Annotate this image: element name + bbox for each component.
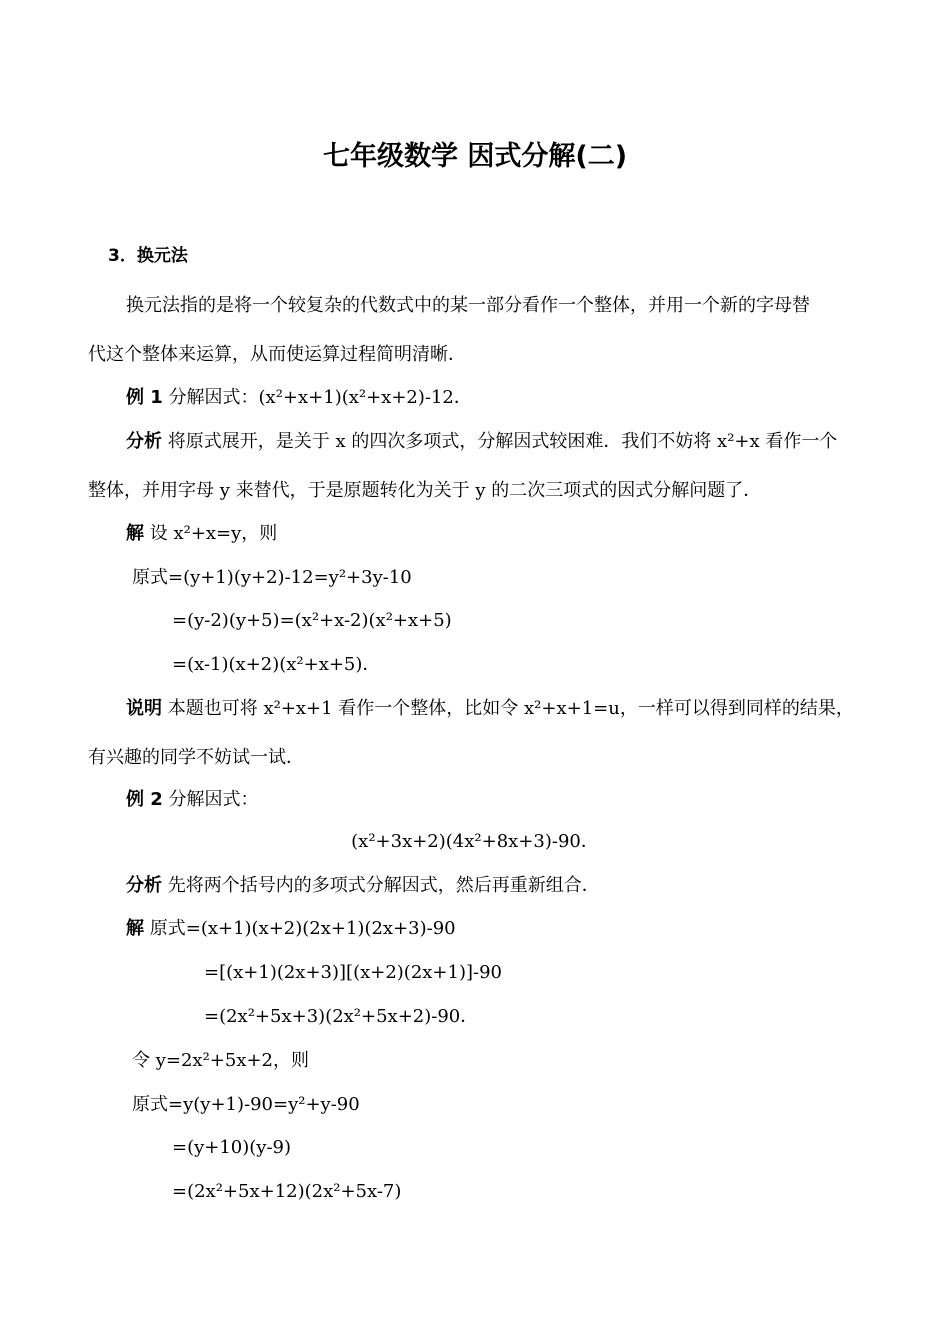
solution-2-line-7: =(2x²+5x+12)(2x²+5x-7) [172,1181,402,1202]
example-1 [126,386,472,410]
note-line-2: 有兴趣的同学不妨试一试． [88,747,304,768]
solution-2-line-2: =[(x+1)(2x+3)][(x+2)(2x+1)]-90 [204,962,502,983]
page-title: 七年级数学 因式分解(二) [322,141,628,172]
solution-2-label: 解 [126,918,144,939]
solution-2-line-1: 原式=(x+1)(x+2)(2x+1)(2x+3)-90 [149,918,456,939]
example-2-expression: (x²+3x+2)(4x²+8x+3)-90． [351,831,599,852]
solution-1-line-4: =(x-1)(x+2)(x²+x+5)． [172,654,381,675]
analysis-1-line-2: 整体，并用字母 y 来替代，于是原题转化为关于 y 的二次三项式的因式分解问题了． [88,480,762,501]
solution-1-line-2: 原式=(y+1)(y+2)-12=y²+3y-10 [132,567,412,588]
solution-2-line-6: =(y+10)(y-9) [172,1137,292,1158]
analysis-2 [126,874,600,898]
solution-2-line-4: 令 y=2x²+5x+2，则 [132,1050,310,1071]
solution-2 [126,917,456,941]
note [126,697,854,721]
intro-line-2: 代这个整体来运算，从而使运算过程简明清晰． [88,344,466,365]
section-heading: 3．换元法 [108,246,188,266]
example-1-label: 例 1 [126,387,163,408]
solution-1-line-1: 设 x²+x=y，则 [149,523,278,544]
intro-line-1: 换元法指的是将一个较复杂的代数式中的某一部分看作一个整体，并用一个新的字母替 [126,295,810,316]
solution-2-line-5: 原式=y(y+1)-90=y²+y-90 [132,1094,360,1115]
analysis-1 [126,430,837,454]
example-2-text: 分解因式： [168,789,259,810]
example-2 [126,788,259,812]
analysis-2-label: 分析 [126,875,162,896]
analysis-1-label: 分析 [126,431,162,452]
analysis-2-text: 先将两个括号内的多项式分解因式，然后再重新组合． [167,875,600,896]
solution-2-line-3: =(2x²+5x+3)(2x²+5x+2)-90． [204,1006,479,1027]
solution-1-label: 解 [126,523,144,544]
analysis-1-line-1: 将原式展开，是关于 x 的四次多项式，分解因式较困难．我们不妨将 x²+x 看作一个 [167,431,838,452]
example-1-text: 分解因式：(x²+x+1)(x²+x+2)-12． [168,387,472,408]
example-2-label: 例 2 [126,789,163,810]
solution-1-line-3: =(y-2)(y+5)=(x²+x-2)(x²+x+5) [172,610,452,631]
note-line-1: 本题也可将 x²+x+1 看作一个整体，比如令 x²+x+1=u，一样可以得到同样的结果， [167,698,854,719]
solution-1 [126,522,277,546]
note-label: 说明 [126,698,162,719]
